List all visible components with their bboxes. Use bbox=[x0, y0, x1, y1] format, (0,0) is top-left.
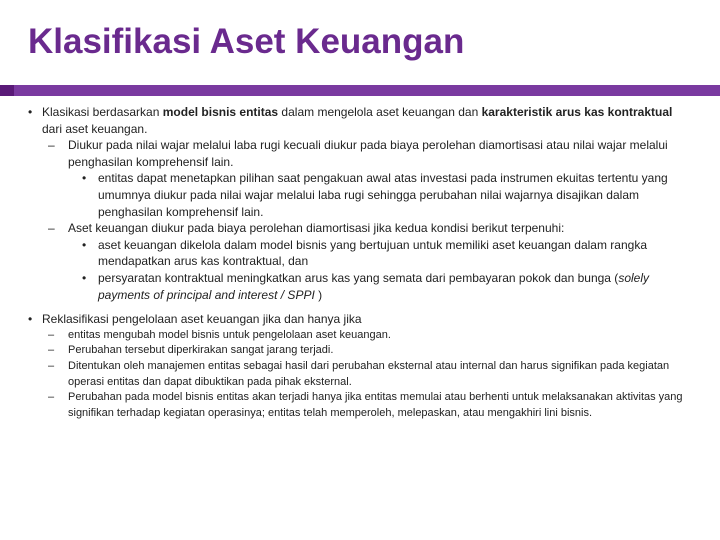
sub-bullet-fair-value bbox=[24, 137, 694, 170]
title-divider-accent bbox=[0, 85, 14, 96]
bullet-dash: – bbox=[48, 344, 55, 357]
bullet-reclassification bbox=[24, 311, 694, 328]
bullet-dash: – bbox=[48, 138, 55, 153]
bullet-classification bbox=[24, 104, 694, 137]
list-item bbox=[24, 390, 694, 421]
spacer bbox=[24, 303, 694, 311]
sub-sub-bullet-equity-option bbox=[24, 170, 694, 220]
bullet-dash: – bbox=[48, 359, 55, 372]
text-run: Aset keuangan diukur pada biaya perolehan diamortisasi jika kedua kondisi berikut terpenuhi: bbox=[68, 221, 565, 236]
list-item bbox=[24, 328, 694, 344]
bold-term-business-model: model bisnis entitas bbox=[162, 105, 279, 119]
text-run: persyaratan kontraktual meningkatkan arus kas yang semata dari pembayaran pokok dan bunga ( bbox=[98, 270, 619, 285]
list-item-text: entitas mengubah model bisnis untuk pengelolaan aset keuangan. bbox=[68, 328, 391, 341]
text-run: dalam mengelola aset keuangan dan bbox=[278, 105, 482, 119]
bold-term-cash-flow: karakteristik arus kas kontraktual bbox=[481, 105, 673, 119]
list-item-text: Ditentukan oleh manajemen entitas sebagai hasil dari perubahan eksternal atau internal dan harus signifikan pada kegiatan operasi entitas dan dapat dibuktikan pada pihak eksternal. bbox=[68, 359, 670, 388]
bullet-dash: – bbox=[48, 328, 55, 341]
text-run: Reklasifikasi pengelolaan aset keuangan jika dan hanya jika bbox=[42, 312, 362, 327]
text-run: aset keuangan dikelola dalam model bisnis yang bertujuan untuk memiliki aset keuangan dalam rangka mendapatkan arus kas kontraktual, dan bbox=[98, 237, 647, 269]
bullet-dash: – bbox=[48, 221, 55, 236]
italic-term-sppi: solely payments of principal and interest / SPPI bbox=[98, 270, 649, 302]
sub-bullet-amortized-cost bbox=[24, 220, 694, 237]
title-divider bbox=[0, 85, 720, 96]
sub-sub-bullet-business-model-condition bbox=[24, 237, 694, 270]
text-run: entitas dapat menetapkan pilihan saat pengakuan awal atas investasi pada instrumen ekuitas tertentu yang umumnya diukur pada nilai wajar melalui laba rugi sehingga perubahan nilai wajarnya disajikan dalam penghasilan komprehensif lain. bbox=[98, 171, 668, 219]
slide-body bbox=[24, 104, 694, 421]
text-run: dari aset keuangan. bbox=[42, 121, 148, 136]
bullet-dot: • bbox=[82, 171, 87, 186]
bullet-dash: – bbox=[48, 391, 55, 404]
reclassification-list bbox=[24, 328, 694, 422]
text-run: Diukur pada nilai wajar melalui laba rugi kecuali diukur pada biaya perolehan diamortisasi atau nilai wajar melalui penghasilan komprehensif lain. bbox=[68, 138, 668, 169]
sub-sub-bullet-sppi-condition bbox=[24, 270, 694, 303]
page-title: Klasifikasi Aset Keuangan bbox=[28, 22, 465, 61]
list-item bbox=[24, 343, 694, 359]
list-item bbox=[24, 359, 694, 390]
text-run: ) bbox=[314, 287, 323, 302]
bullet-dot: • bbox=[82, 237, 87, 252]
bullet-dot: • bbox=[28, 312, 33, 327]
list-item-text: Perubahan pada model bisnis entitas akan terjadi hanya jika entitas memulai atau berhenti untuk melaksanakan aktivitas yang signifikan terhadap kegiatan operasinya; entitas telah memperoleh, melepaskan, atau mengakhiri lini bisnis. bbox=[68, 391, 683, 419]
list-item-text: Perubahan tersebut diperkirakan sangat jarang terjadi. bbox=[68, 344, 334, 357]
text-run: Klasikasi berdasarkan bbox=[42, 105, 163, 119]
bullet-dot: • bbox=[82, 270, 87, 285]
bullet-dot: • bbox=[28, 105, 33, 119]
